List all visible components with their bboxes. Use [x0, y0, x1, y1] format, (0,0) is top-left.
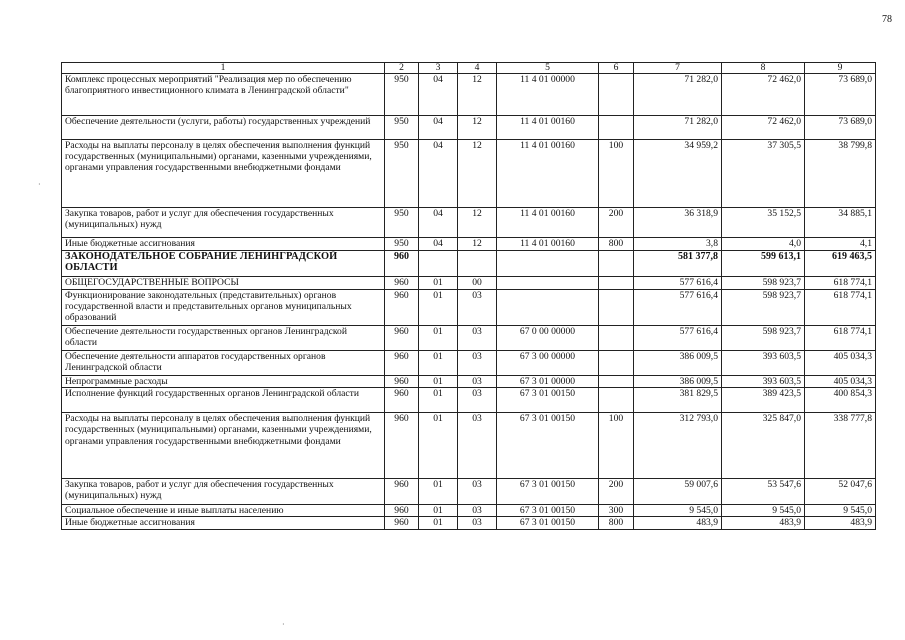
subsection-code: 03 — [458, 413, 497, 479]
target-article-code — [497, 277, 599, 290]
section-code: 04 — [419, 238, 458, 251]
amount-year-1: 386 009,5 — [634, 351, 722, 376]
amount-year-3: 38 799,8 — [805, 140, 876, 208]
ministry-code: 960 — [385, 326, 419, 351]
section-code: 01 — [419, 479, 458, 505]
amount-year-1: 386 009,5 — [634, 376, 722, 388]
ministry-code: 950 — [385, 140, 419, 208]
ministry-code: 960 — [385, 388, 419, 413]
row-name: Иные бюджетные ассигнования — [62, 238, 385, 251]
column-number: 9 — [805, 63, 876, 74]
target-article-code: 11 4 01 00160 — [497, 238, 599, 251]
row-name: Исполнение функций государственных органов Ленинградской области — [62, 388, 385, 413]
ministry-code: 950 — [385, 116, 419, 140]
column-number: 8 — [722, 63, 805, 74]
target-article-code: 67 3 01 00150 — [497, 388, 599, 413]
amount-year-3: 400 854,3 — [805, 388, 876, 413]
subsection-code: 03 — [458, 479, 497, 505]
row-name: Закупка товаров, работ и услуг для обеспечения государственных (муниципальных) нужд — [62, 479, 385, 505]
expense-type-code: 200 — [599, 479, 634, 505]
amount-year-2: 72 462,0 — [722, 74, 805, 116]
section-code: 01 — [419, 326, 458, 351]
expense-type-code — [599, 290, 634, 326]
row-name: Иные бюджетные ассигнования — [62, 517, 385, 529]
subsection-code: 03 — [458, 351, 497, 376]
row-name: ЗАКОНОДАТЕЛЬНОЕ СОБРАНИЕ ЛЕНИНГРАДСКОЙ ОБЛАСТИ — [62, 251, 385, 277]
expense-type-code: 800 — [599, 517, 634, 529]
table-row — [62, 251, 876, 277]
row-name: ОБЩЕГОСУДАРСТВЕННЫЕ ВОПРОСЫ — [62, 277, 385, 290]
amount-year-2: 393 603,5 — [722, 351, 805, 376]
target-article-code: 11 4 01 00160 — [497, 140, 599, 208]
amount-year-1: 577 616,4 — [634, 277, 722, 290]
target-article-code: 67 3 01 00150 — [497, 413, 599, 479]
amount-year-3: 338 777,8 — [805, 413, 876, 479]
amount-year-2: 4,0 — [722, 238, 805, 251]
target-article-code: 67 3 01 00150 — [497, 517, 599, 529]
subsection-code: 12 — [458, 116, 497, 140]
section-code: 04 — [419, 116, 458, 140]
row-name: Обеспечение деятельности аппаратов государственных органов Ленинградской области — [62, 351, 385, 376]
column-number: 5 — [497, 63, 599, 74]
amount-year-1: 483,9 — [634, 517, 722, 529]
amount-year-3: 618 774,1 — [805, 326, 876, 351]
amount-year-2: 325 847,0 — [722, 413, 805, 479]
amount-year-2: 598 923,7 — [722, 326, 805, 351]
table-body — [62, 63, 876, 530]
amount-year-2: 598 923,7 — [722, 290, 805, 326]
table-row — [62, 505, 876, 517]
row-name: Закупка товаров, работ и услуг для обеспечения государственных (муниципальных) нужд — [62, 208, 385, 238]
amount-year-1: 9 545,0 — [634, 505, 722, 517]
expense-type-code — [599, 326, 634, 351]
budget-table — [61, 62, 876, 530]
ministry-code: 950 — [385, 74, 419, 116]
subsection-code: 12 — [458, 74, 497, 116]
amount-year-2: 53 547,6 — [722, 479, 805, 505]
subsection-code: 03 — [458, 290, 497, 326]
amount-year-1: 71 282,0 — [634, 74, 722, 116]
subsection-code — [458, 251, 497, 277]
section-code: 01 — [419, 376, 458, 388]
subsection-code: 03 — [458, 376, 497, 388]
amount-year-1: 312 793,0 — [634, 413, 722, 479]
table-row — [62, 74, 876, 116]
table-row — [62, 238, 876, 251]
section-code: 04 — [419, 74, 458, 116]
ministry-code: 960 — [385, 413, 419, 479]
section-code: 01 — [419, 517, 458, 529]
table-row — [62, 351, 876, 376]
target-article-code: 67 3 01 00150 — [497, 479, 599, 505]
amount-year-2: 72 462,0 — [722, 116, 805, 140]
table-row — [62, 326, 876, 351]
section-code: 01 — [419, 388, 458, 413]
ministry-code: 960 — [385, 251, 419, 277]
amount-year-1: 581 377,8 — [634, 251, 722, 277]
target-article-code — [497, 251, 599, 277]
row-name: Социальное обеспечение и иные выплаты населению — [62, 505, 385, 517]
expense-type-code: 200 — [599, 208, 634, 238]
subsection-code: 12 — [458, 140, 497, 208]
amount-year-2: 37 305,5 — [722, 140, 805, 208]
target-article-code: 11 4 01 00160 — [497, 116, 599, 140]
section-code: 01 — [419, 290, 458, 326]
target-article-code: 11 4 01 00160 — [497, 208, 599, 238]
ministry-code: 950 — [385, 208, 419, 238]
expense-type-code — [599, 376, 634, 388]
amount-year-2: 598 923,7 — [722, 277, 805, 290]
amount-year-2: 483,9 — [722, 517, 805, 529]
row-name: Непрограммные расходы — [62, 376, 385, 388]
target-article-code: 67 3 01 00150 — [497, 505, 599, 517]
amount-year-3: 618 774,1 — [805, 277, 876, 290]
amount-year-1: 3,8 — [634, 238, 722, 251]
amount-year-3: 73 689,0 — [805, 116, 876, 140]
amount-year-3: 73 689,0 — [805, 74, 876, 116]
section-code: 04 — [419, 140, 458, 208]
ministry-code: 960 — [385, 277, 419, 290]
amount-year-3: 9 545,0 — [805, 505, 876, 517]
amount-year-3: 405 034,3 — [805, 376, 876, 388]
section-code: 01 — [419, 413, 458, 479]
row-name: Комплекс процессных мероприятий "Реализация мер по обеспечению благоприятного инвестиционного климата в Ленинградской области" — [62, 74, 385, 116]
table-row — [62, 479, 876, 505]
subsection-code: 03 — [458, 517, 497, 529]
table-row — [62, 290, 876, 326]
target-article-code: 67 3 00 00000 — [497, 351, 599, 376]
expense-type-code — [599, 277, 634, 290]
expense-type-code — [599, 251, 634, 277]
section-code: 01 — [419, 505, 458, 517]
subsection-code: 00 — [458, 277, 497, 290]
table-row — [62, 517, 876, 529]
amount-year-2: 35 152,5 — [722, 208, 805, 238]
section-code: 01 — [419, 277, 458, 290]
expense-type-code — [599, 116, 634, 140]
scan-speck: · — [38, 180, 41, 189]
row-name: Обеспечение деятельности (услуги, работы) государственных учреждений — [62, 116, 385, 140]
column-number: 4 — [458, 63, 497, 74]
target-article-code: 67 0 00 00000 — [497, 326, 599, 351]
table-row — [62, 277, 876, 290]
column-number: 1 — [62, 63, 385, 74]
row-name: Расходы на выплаты персоналу в целях обеспечения выполнения функций государственных (муниципальными) органами, казенными учреждениями, органами управления государственными внебюджетными фондами — [62, 413, 385, 479]
target-article-code: 11 4 01 00000 — [497, 74, 599, 116]
amount-year-2: 393 603,5 — [722, 376, 805, 388]
amount-year-1: 59 007,6 — [634, 479, 722, 505]
amount-year-1: 577 616,4 — [634, 326, 722, 351]
expense-type-code — [599, 388, 634, 413]
target-article-code — [497, 290, 599, 326]
page-number: 78 — [882, 14, 892, 25]
ministry-code: 960 — [385, 351, 419, 376]
amount-year-1: 36 318,9 — [634, 208, 722, 238]
row-name: Расходы на выплаты персоналу в целях обеспечения выполнения функций государственных (муниципальными) органами, казенными учреждениями, органами управления государственными внебюджетными фондами — [62, 140, 385, 208]
table-row — [62, 388, 876, 413]
row-name: Функционирование законодательных (представительных) органов государственной власти и представительных органов муниципальных образований — [62, 290, 385, 326]
amount-year-2: 9 545,0 — [722, 505, 805, 517]
table-row — [62, 208, 876, 238]
target-article-code: 67 3 01 00000 — [497, 376, 599, 388]
ministry-code: 960 — [385, 479, 419, 505]
table-row — [62, 140, 876, 208]
table-row — [62, 116, 876, 140]
row-name: Обеспечение деятельности государственных органов Ленинградской области — [62, 326, 385, 351]
amount-year-1: 577 616,4 — [634, 290, 722, 326]
column-number: 6 — [599, 63, 634, 74]
amount-year-1: 71 282,0 — [634, 116, 722, 140]
amount-year-1: 381 829,5 — [634, 388, 722, 413]
ministry-code: 960 — [385, 517, 419, 529]
amount-year-3: 52 047,6 — [805, 479, 876, 505]
amount-year-2: 389 423,5 — [722, 388, 805, 413]
expense-type-code: 800 — [599, 238, 634, 251]
subsection-code: 03 — [458, 505, 497, 517]
amount-year-3: 618 774,1 — [805, 290, 876, 326]
table-row — [62, 376, 876, 388]
section-code — [419, 251, 458, 277]
ministry-code: 960 — [385, 290, 419, 326]
column-number-row — [62, 63, 876, 74]
subsection-code: 03 — [458, 326, 497, 351]
amount-year-2: 599 613,1 — [722, 251, 805, 277]
scan-speck: · — [282, 620, 285, 629]
expense-type-code — [599, 351, 634, 376]
section-code: 01 — [419, 351, 458, 376]
amount-year-1: 34 959,2 — [634, 140, 722, 208]
table-row — [62, 413, 876, 479]
subsection-code: 12 — [458, 238, 497, 251]
ministry-code: 960 — [385, 505, 419, 517]
ministry-code: 950 — [385, 238, 419, 251]
subsection-code: 12 — [458, 208, 497, 238]
expense-type-code: 300 — [599, 505, 634, 517]
column-number: 7 — [634, 63, 722, 74]
subsection-code: 03 — [458, 388, 497, 413]
amount-year-3: 4,1 — [805, 238, 876, 251]
amount-year-3: 483,9 — [805, 517, 876, 529]
column-number: 2 — [385, 63, 419, 74]
column-number: 3 — [419, 63, 458, 74]
section-code: 04 — [419, 208, 458, 238]
expense-type-code — [599, 74, 634, 116]
amount-year-3: 34 885,1 — [805, 208, 876, 238]
amount-year-3: 405 034,3 — [805, 351, 876, 376]
amount-year-3: 619 463,5 — [805, 251, 876, 277]
ministry-code: 960 — [385, 376, 419, 388]
expense-type-code: 100 — [599, 140, 634, 208]
expense-type-code: 100 — [599, 413, 634, 479]
